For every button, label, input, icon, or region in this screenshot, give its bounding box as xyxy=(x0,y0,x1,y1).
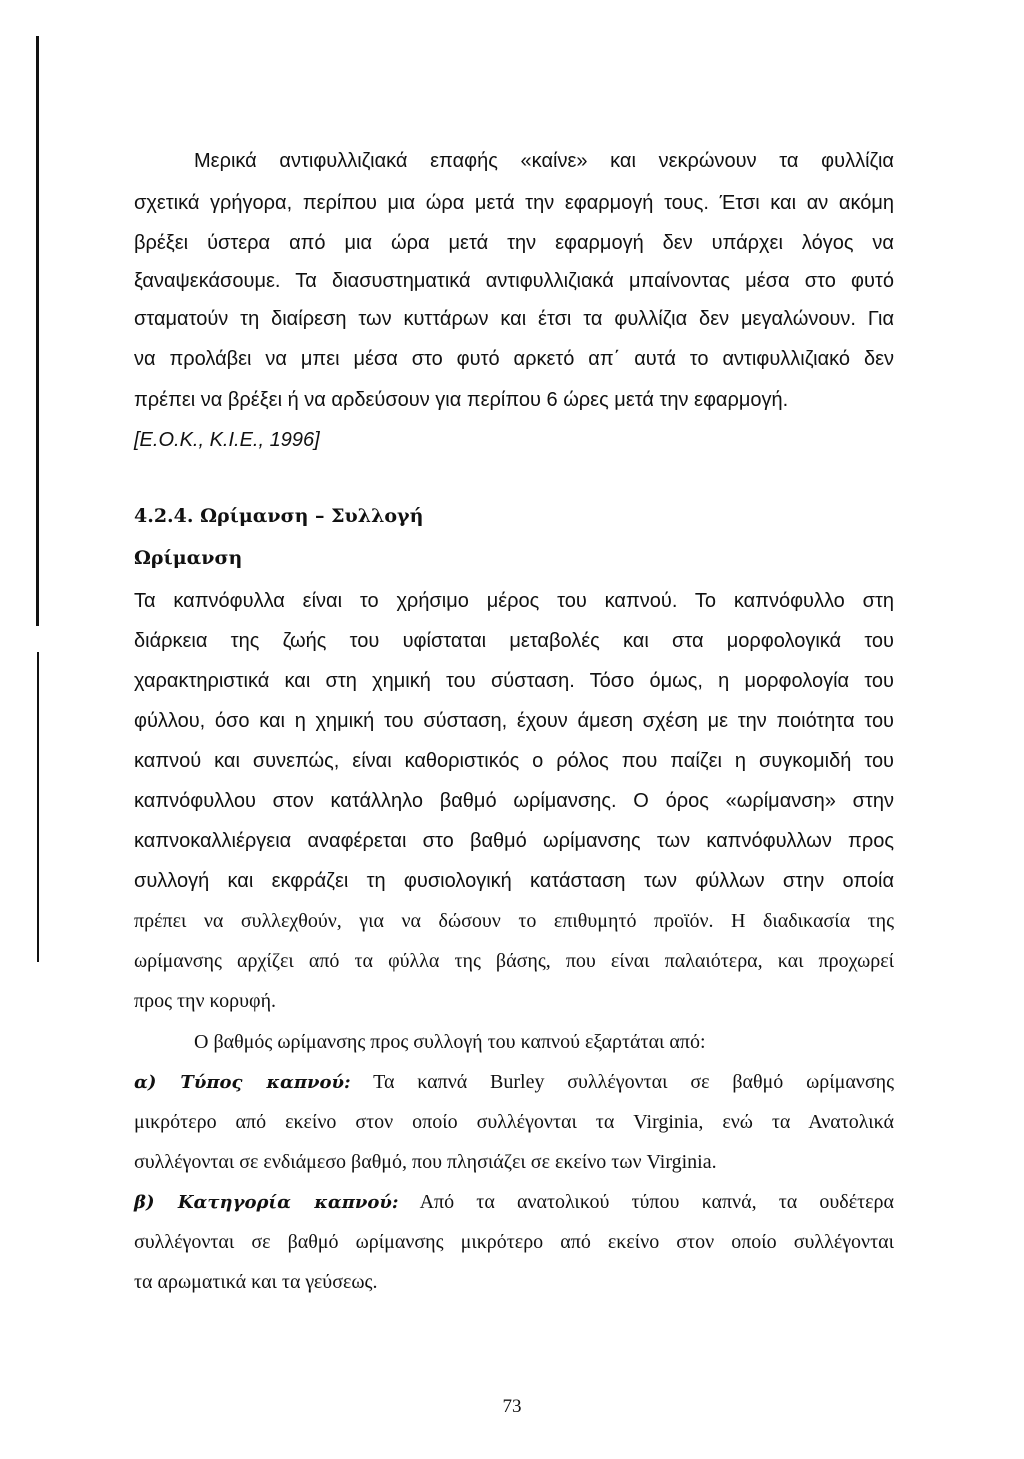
paragraph-line: προς την κορυφή. xyxy=(134,990,277,1012)
paragraph-line: σταματούν τη διαίρεση των κυττάρων και έτσι τα φυλλίζια δεν μεγαλώνουν. Για xyxy=(134,308,894,330)
paragraph-line: χαρακτηριστικά και στη χημική του σύσταση. Τόσο όμως, η μορφολογία του xyxy=(134,670,894,692)
section-heading: 4.2.4. Ωρίμανση – Συλλογή xyxy=(134,505,424,527)
paragraph-line: σχετικά γρήγορα, περίπου μια ώρα μετά την εφαρμογή τους. Έτσι και αν ακόμη xyxy=(134,192,894,214)
paragraph-line: φύλλου, όσο και η χημική του σύσταση, έχουν άμεση σχέση με την ποιότητα του xyxy=(134,710,894,732)
list-item-a-line: μικρότερο από εκείνο στον οποίο συλλέγονται τα Virginia, ενώ τα Ανατολικά xyxy=(134,1111,894,1133)
list-item-a-line: συλλέγονται σε ενδιάμεσο βαθμό, που πλησιάζει σε εκείνο των Virginia. xyxy=(134,1151,717,1173)
scan-edge-mark xyxy=(37,652,39,962)
paragraph-line: ωρίμανσης αρχίζει από τα φύλλα της βάσης, που είναι παλαιότερα, και προχωρεί xyxy=(134,950,894,972)
paragraph-line: ξαναψεκάσουμε. Τα διασυστηματικά αντιφυλλιζιακά μπαίνοντας μέσα στο φυτό xyxy=(134,270,894,292)
citation: [Ε.Ο.Κ., Κ.Ι.Ε., 1996] xyxy=(134,429,320,451)
paragraph-line: πρέπει να συλλεχθούν, για να δώσουν το επιθυμητό προϊόν. Η διαδικασία της xyxy=(134,910,894,932)
paragraph-line: συλλογή και εκφράζει τη φυσιολογική κατάσταση των φύλλων στην οποία xyxy=(134,870,894,892)
list-item-b-line: τα αρωματικά και τα γεύσεως. xyxy=(134,1271,378,1293)
paragraph-line: καπνόφυλλου στον κατάλληλο βαθμό ωρίμανσης. Ο όρος «ωρίμανση» στην xyxy=(134,790,894,812)
paragraph-line: βρέξει ύστερα από μια ώρα μετά την εφαρμογή δεν υπάρχει λόγος να xyxy=(134,232,894,254)
scan-edge-mark xyxy=(36,36,39,626)
list-item-a-text: Τα καπνά Burley συλλέγονται σε βαθμό ωρίμανσης xyxy=(350,1071,895,1093)
list-intro: Ο βαθμός ωρίμανσης προς συλλογή του καπνού εξαρτάται από: xyxy=(194,1031,706,1053)
paragraph-line: πρέπει να βρέξει ή να αρδεύσουν για περίπου 6 ώρες μετά την εφαρμογή. xyxy=(134,389,789,411)
paragraph-line: καπνού και συνεπώς, είναι καθοριστικός ο ρόλος που παίζει η συγκομιδή του xyxy=(134,750,894,772)
page-number: 73 xyxy=(502,1396,522,1417)
list-item-b-text: Από τα ανατολικού τύπου καπνά, τα ουδέτερα xyxy=(398,1191,894,1213)
paragraph-line: καπνοκαλλιέργεια αναφέρεται στο βαθμό ωρίμανσης των καπνόφυλλων προς xyxy=(134,830,894,852)
paragraph-line: να προλάβει να μπει μέσα στο φυτό αρκετό απ΄ αυτά το αντιφυλλιζιακό δεν xyxy=(134,348,894,370)
list-item-b-label: β) Κατηγορία καπνού: xyxy=(134,1192,399,1213)
paragraph-line: Μερικά αντιφυλλιζιακά επαφής «καίνε» και νεκρώνουν τα φυλλίζια xyxy=(194,150,894,172)
list-item-b-line: συλλέγονται σε βαθμό ωρίμανσης μικρότερο από εκείνο στον οποίο συλλέγονται xyxy=(134,1231,894,1253)
paragraph-line: Τα καπνόφυλλα είναι το χρήσιμο μέρος του καπνού. Το καπνόφυλλο στη xyxy=(134,590,894,612)
list-item-a-label: α) Τύπος καπνού: xyxy=(134,1072,351,1093)
list-item-b-line xyxy=(134,1189,894,1216)
paragraph-line: διάρκεια της ζωής του υφίσταται μεταβολές και στα μορφολογικά του xyxy=(134,630,894,652)
list-item-a-line xyxy=(134,1069,894,1096)
section-subheading: Ωρίμανση xyxy=(134,547,243,569)
